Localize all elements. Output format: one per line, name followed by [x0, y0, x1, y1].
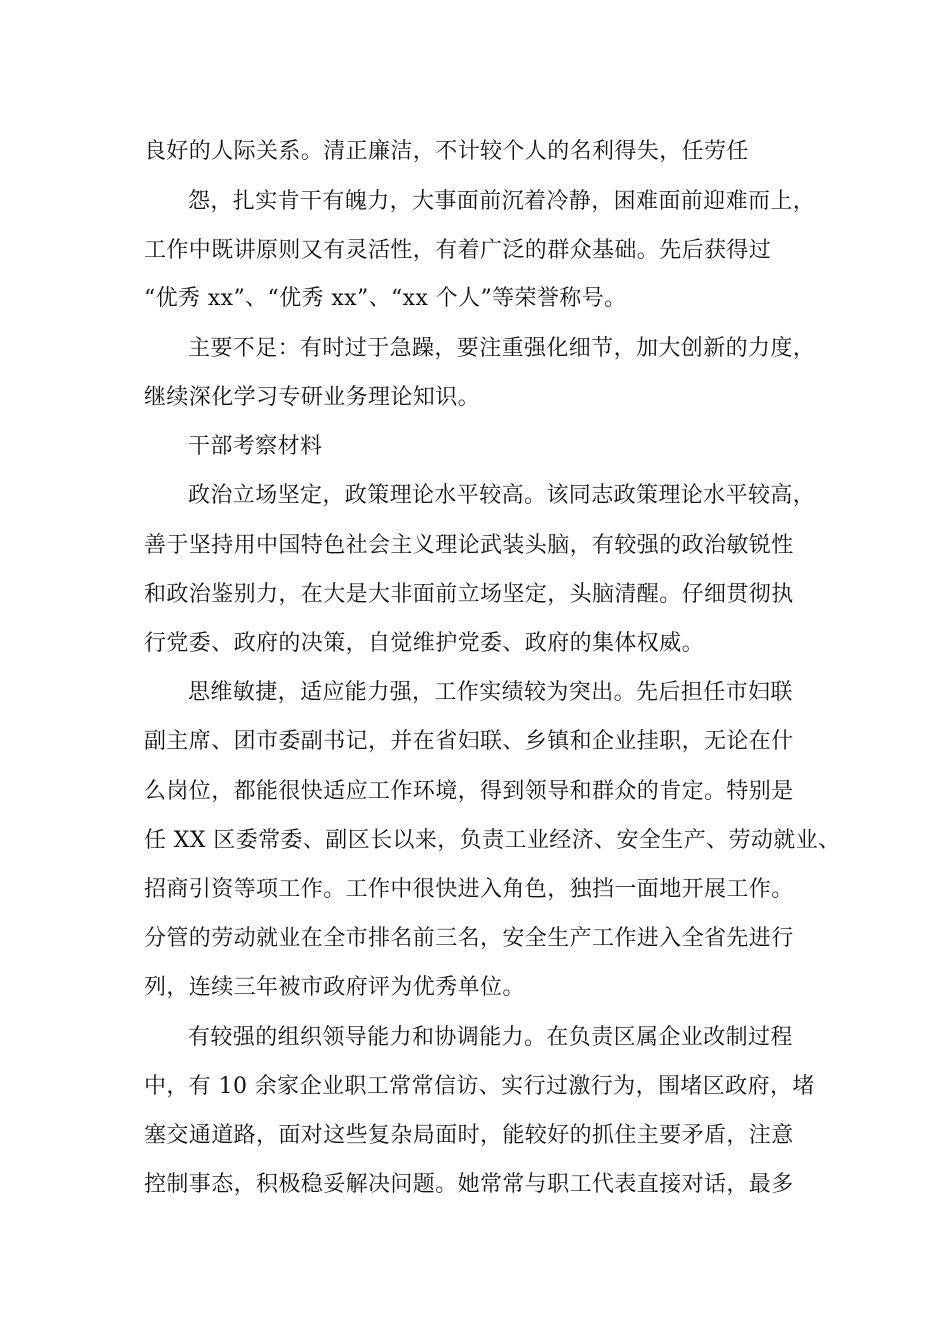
text-line: 怨，扎实肯干有魄力，大事面前沉着冷静，困难面前迎难而上， [188, 189, 816, 214]
text-line: 继续深化学习专研业务理论知识。 [144, 385, 481, 410]
text-line: 招商引资等项工作。工作中很快进入角色，独挡一面地开展工作。 [144, 877, 794, 902]
text-line: 政治立场坚定，政策理论水平较高。该同志政策理论水平较高， [188, 483, 816, 508]
text-line: 和政治鉴别力，在大是大非面前立场坚定，头脑清醒。仔细贯彻执 [144, 582, 794, 607]
text-line: 任 XX 区委常委、副区长以来，负责工业经济、安全生产、劳动就业、 [144, 828, 841, 853]
text-line: 良好的人际关系。清正廉洁，不计较个人的名利得失，任劳任 [144, 139, 749, 164]
text-line: 列，连续三年被市政府评为优秀单位。 [144, 975, 525, 1000]
text-line: 有较强的组织领导能力和协调能力。在负责区属企业改制过程 [188, 1025, 793, 1050]
text-line: 控制事态，积极稳妥解决问题。她常常与职工代表直接对话，最多 [144, 1172, 794, 1197]
section-heading: 干部考察材料 [188, 434, 323, 459]
text-line: 思维敏捷，适应能力强，工作实绩较为突出。先后担任市妇联 [188, 680, 793, 705]
text-line: 塞交通道路，面对这些复杂局面时，能较好的抓住主要矛盾，注意 [144, 1123, 794, 1148]
text-line: 主要不足：有时过于急躁，要注重强化细节，加大创新的力度， [188, 336, 816, 361]
text-line: 么岗位，都能很快适应工作环境，得到领导和群众的肯定。特别是 [144, 779, 794, 804]
text-line: 分管的劳动就业在全市排名前三名，安全生产工作进入全省先进行 [144, 926, 794, 951]
text-line: 行党委、政府的决策，自觉维护党委、政府的集体权威。 [144, 631, 705, 656]
text-line: “优秀 xx”、“优秀 xx”、“xx 个人”等荣誉称号。 [144, 286, 627, 311]
text-line: 中，有 10 余家企业职工常常信访、实行过激行为，围堵区政府，堵 [144, 1074, 815, 1099]
text-line: 工作中既讲原则又有灵活性，有着广泛的群众基础。先后获得过 [144, 238, 772, 263]
text-line: 善于坚持用中国特色社会主义理论武装头脑，有较强的政治敏锐性 [144, 533, 794, 558]
text-line: 副主席、团市委副书记，并在省妇联、乡镇和企业挂职，无论在什 [144, 729, 794, 754]
